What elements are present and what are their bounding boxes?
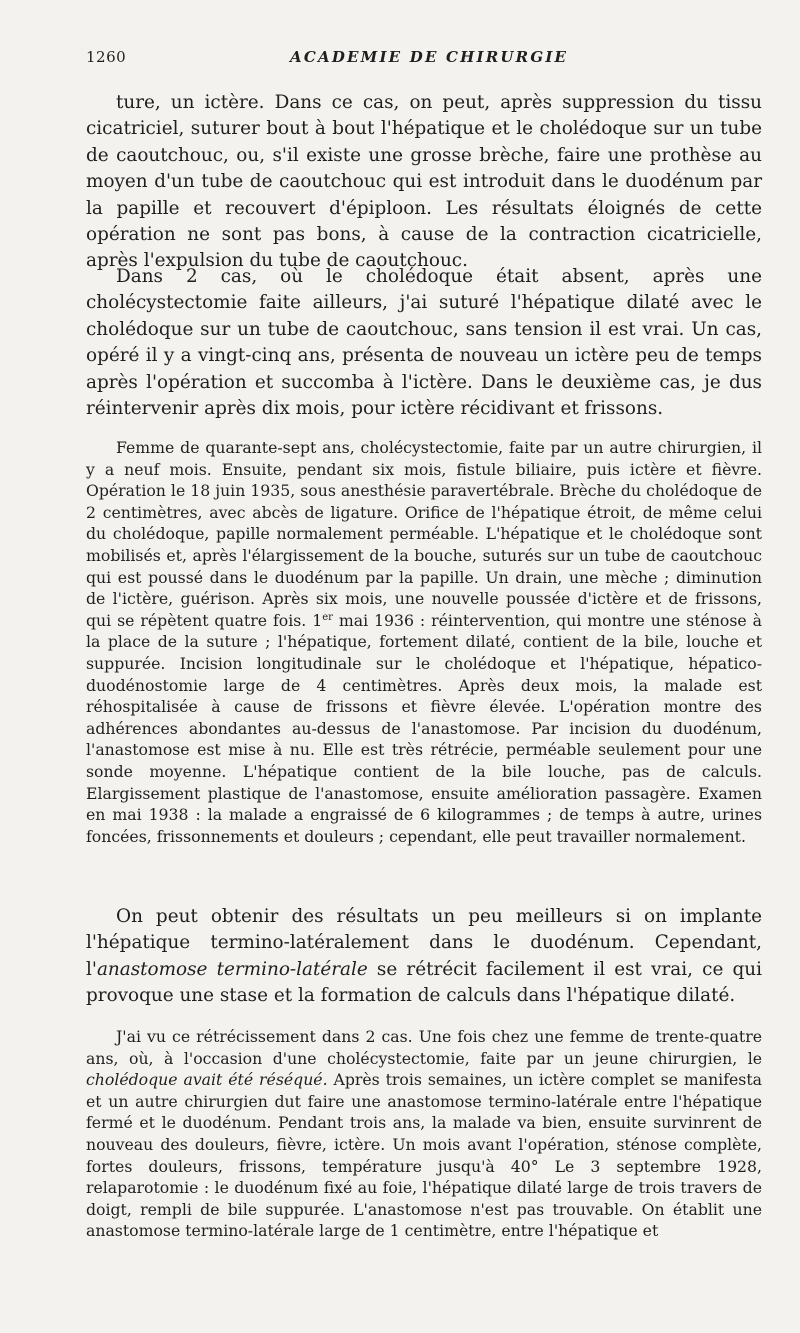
paragraph-5 — [86, 1026, 762, 1242]
paragraph-2 — [86, 264, 762, 422]
paragraph-4-text-b: se rétrécit facilement il est vrai, ce qui provoque une stase et la formation de calculs dans l'hépatique dilaté. — [86, 958, 762, 1007]
paragraph-4-text-a: On peut obtenir des résultats un peu meilleurs si on implante l'hépatique termino-latéralement dans le duodénum. Cependant, l' — [86, 906, 762, 980]
case-report-text-a: Femme de quarante-sept ans, cholécystectomie, faite par un autre chirurgien, il y a neuf mois. Ensuite, pendant six mois, fistule biliaire, puis ictère et fièvre. Opération le 18 juin 1935, sous anesthésie paravertébrale. Brèche du cholédoque de 2 centimètres, avec abcès de ligature. Orifice de l'hépatique étroit, de même celui du cholédoque, papille normalement perméable. L'hépatique et le cholédoque sont mobilisés et, après l'élargissement de la bouche, suturés sur un tube de caoutchouc qui est poussé dans le duodénum par la papille. Un drain, une mèche ; diminution de l'ictère, guérison. Après six mois, une nouvelle poussée d'ictère et de frissons, qui se répètent quatre fois. 1 — [86, 438, 762, 630]
paragraph-5-italic: cholédoque avait été réséqué. — [86, 1070, 328, 1090]
page-number: 1260 — [86, 48, 127, 66]
paragraph-5-text-b: Après trois semaines, un ictère complet se manifesta et un autre chirurgien dut faire une anastomose termino-latérale entre l'hépatique fermé et le duodénum. Pendant trois ans, la malade va bien, ensuite survinrent de nouveau des douleurs, fièvre, ictère. Un mois avant l'opération, sténose complète, fortes douleurs, frissons, température jusqu'à 40° Le 3 septembre 1928, relaparotomie : le duodénum fixé au foie, l'hépatique dilaté large de trois travers de doigt, rempli de bile suppurée. L'anastomose n'est pas trouvable. On établit une anastomose termino-latérale large de 1 centimètre, entre l'hépatique et — [86, 1070, 762, 1241]
paragraph-2-text: Dans 2 cas, où le cholédoque était absent, après une cholécystectomie faite ailleurs, j'ai suturé l'hépatique dilaté avec le cholédoque sur un tube de caoutchouc, sans tension il est vrai. Un cas, opéré il y a vingt-cinq ans, présenta de nouveau un ictère peu de temps après l'opération et succomba à l'ictère. Dans le deuxième cas, je dus réintervenir après dix mois, pour ictère récidivant et frissons. — [86, 266, 762, 420]
paragraph-4 — [86, 904, 762, 1010]
case-report-paragraph — [86, 437, 762, 847]
case-report-text-b: mai 1936 : réintervention, qui montre une sténose à la place de la suture ; l'hépatique, fortement dilaté, contient de la bile, louche et suppurée. Incision longitudinale sur le cholédoque et l'hépatique, hépatico-duodénostomie large de 4 centimètres. Après deux mois, la malade est réhospitalisée à cause de frissons et fièvre élevée. L'opération montre des adhérences abondantes au-dessus de l'anastomose. Par incision du duodénum, l'anastomose est mise à nu. Elle est très rétrécie, perméable seulement pour une sonde moyenne. L'hépatique contient de la bile louche, pas de calculs. Elargissement plastique de l'anastomose, ensuite amélioration passagère. Examen en mai 1938 : la malade a engraissé de 6 kilogrammes ; de temps à autre, urines foncées, frissonnements et douleurs ; cependant, elle peut travailler normalement. — [86, 610, 763, 846]
paragraph-1-text: ture, un ictère. Dans ce cas, on peut, après suppression du tissu cicatriciel, suturer bout à bout l'hépatique et le cholédoque sur un tube de caoutchouc, ou, s'il existe une grosse brèche, faire une prothèse au moyen d'un tube de caoutchouc qui est introduit dans le duodénum par la papille et recouvert d'épiploon. Les résultats éloignés de cette opération ne sont pas bons, à cause de la contraction cicatricielle, après l'expulsion du tube de caoutchouc. — [86, 92, 762, 272]
paragraph-4-italic: anastomose termino-latérale — [96, 958, 368, 980]
paragraph-1 — [86, 90, 762, 275]
ordinal-superscript: er — [322, 611, 333, 623]
page-header — [86, 48, 760, 72]
running-title: ACADEMIE DE CHIRURGIE — [290, 48, 569, 66]
paragraph-5-text-a: J'ai vu ce rétrécissement dans 2 cas. Une fois chez une femme de trente-quatre ans, où, à l'occasion d'une cholécystectomie, faite par un jeune chirurgien, le — [86, 1027, 762, 1068]
